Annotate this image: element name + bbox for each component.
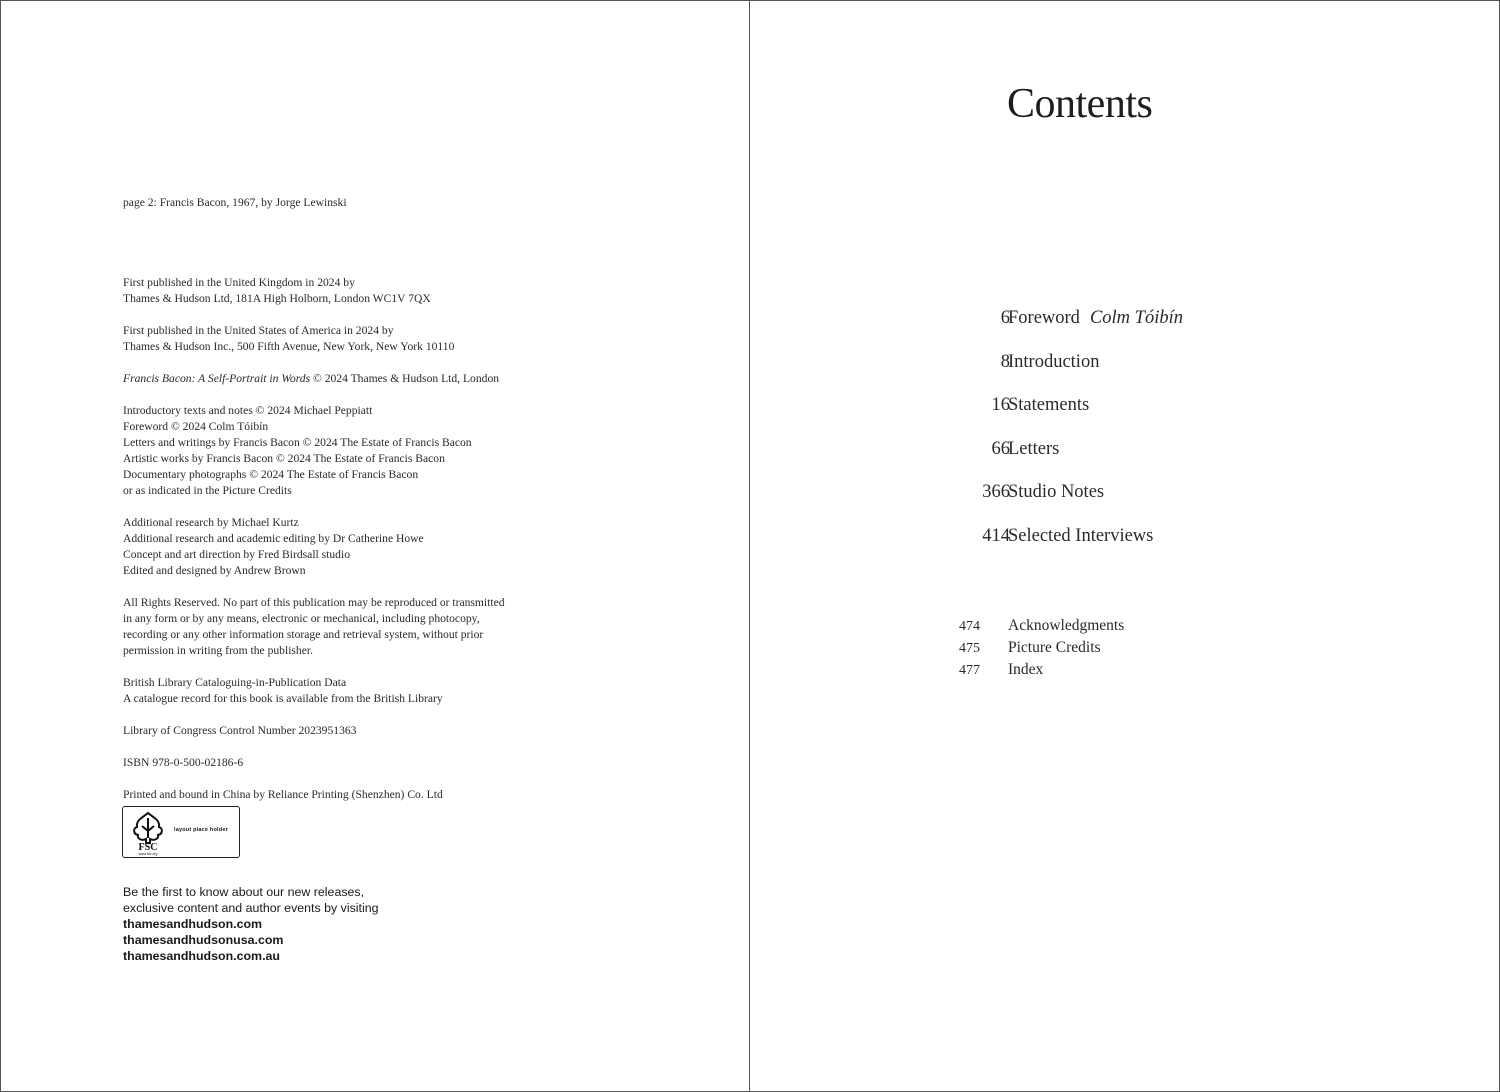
- toc-entry-title: Foreword: [1008, 308, 1080, 328]
- promo-line: exclusive content and author events by visiting: [123, 901, 379, 915]
- promo-url-uk[interactable]: thamesandhudson.com: [123, 917, 263, 931]
- promo-url-us[interactable]: thamesandhudsonusa.com: [123, 933, 284, 947]
- book-copyright-holder: © 2024 Thames & Hudson Ltd, London: [310, 372, 500, 385]
- toc-entry-title: Picture Credits: [1008, 639, 1101, 656]
- loc-number: Library of Congress Control Number 2023951363: [123, 724, 357, 737]
- fsc-placeholder-box: [122, 806, 240, 858]
- cip-line: British Library Cataloguing-in-Publication Data: [123, 676, 347, 689]
- toc-page-number: 16: [991, 395, 1010, 415]
- fsc-logo-label: FSC: [138, 842, 158, 853]
- rights-line: Foreword © 2024 Colm Tóibín: [123, 420, 269, 433]
- credits-block: [123, 515, 593, 579]
- toc-entry-picture-credits[interactable]: [930, 639, 1330, 661]
- uk-publication-line: Thames & Hudson Ltd, 181A High Holborn, London WC1V 7QX: [123, 292, 431, 305]
- toc-entry-title: Acknowledgments: [1008, 617, 1125, 634]
- toc-page-number: 6: [1000, 308, 1010, 328]
- printer-info: Printed and bound in China by Reliance Printing (Shenzhen) Co. Ltd: [123, 788, 443, 801]
- toc-entry-letters[interactable]: [930, 439, 1330, 483]
- contents-title: Contents: [1007, 81, 1153, 127]
- rights-line: Letters and writings by Francis Bacon © 2024 The Estate of Francis Bacon: [123, 436, 472, 449]
- toc-entry-title: Introduction: [1008, 351, 1100, 372]
- toc-entry-index[interactable]: [930, 661, 1330, 683]
- toc-entry-acknowledgments[interactable]: [930, 617, 1330, 639]
- toc-page-number: 477: [959, 663, 980, 678]
- imprint-page: [123, 195, 593, 819]
- uk-publication: [123, 275, 593, 307]
- rights-line: Artistic works by Francis Bacon © 2024 The Estate of Francis Bacon: [123, 452, 445, 465]
- toc-entry-studio-notes[interactable]: [930, 482, 1330, 526]
- all-rights-line: recording or any other information storage and retrieval system, without prior: [123, 628, 484, 641]
- book-title-italic: Francis Bacon: A Self-Portrait in Words: [123, 372, 311, 385]
- rights-line: Introductory texts and notes © 2024 Michael Peppiatt: [123, 404, 373, 417]
- page-gutter: [749, 0, 750, 1092]
- isbn: ISBN 978-0-500-02186-6: [123, 756, 244, 769]
- us-publication-line: Thames & Hudson Inc., 500 Fifth Avenue, New York, New York 10110: [123, 340, 455, 353]
- toc-page-number: 8: [1000, 351, 1010, 372]
- toc-page-number: 475: [959, 641, 980, 656]
- rights-line: Documentary photographs © 2024 The Estate of Francis Bacon: [123, 468, 419, 481]
- all-rights-reserved: [123, 595, 593, 659]
- frontispiece-caption: page 2: Francis Bacon, 1967, by Jorge Lewinski: [123, 196, 347, 209]
- toc-page-number: 66: [991, 438, 1010, 459]
- toc-entry-foreword[interactable]: [930, 308, 1330, 352]
- toc-entry-title: Statements: [1008, 395, 1090, 415]
- us-publication: [123, 323, 593, 355]
- fsc-placeholder-text: layout place holder: [174, 827, 228, 833]
- toc-entry-introduction[interactable]: [930, 352, 1330, 396]
- uk-publication-line: First published in the United Kingdom in 2024 by: [123, 276, 355, 289]
- toc-main-list: [930, 308, 1330, 569]
- all-rights-line: permission in writing from the publisher.: [123, 644, 313, 657]
- toc-entry-title: Index: [1008, 661, 1044, 678]
- book-copyright: [123, 371, 593, 387]
- toc-back-matter-list: [930, 617, 1330, 683]
- cip-line: A catalogue record for this book is available from the British Library: [123, 692, 443, 705]
- toc-entry-title: Selected Interviews: [1008, 525, 1154, 546]
- toc-page-number: 366: [982, 482, 1010, 502]
- credit-line: Edited and designed by Andrew Brown: [123, 564, 306, 577]
- promo-line: Be the first to know about our new releases,: [123, 885, 365, 899]
- toc-page-number: 474: [959, 619, 980, 634]
- us-publication-line: First published in the United States of America in 2024 by: [123, 324, 394, 337]
- cip-data: [123, 675, 593, 707]
- all-rights-line: All Rights Reserved. No part of this publication may be reproduced or transmitted: [123, 596, 505, 609]
- fsc-site-label: www.fsc.org: [138, 852, 158, 856]
- toc-page-number: 414: [982, 525, 1010, 546]
- credit-line: Additional research and academic editing by Dr Catherine Howe: [123, 532, 424, 545]
- fsc-tree-icon: [127, 810, 169, 856]
- rights-block: [123, 403, 593, 499]
- all-rights-line: in any form or by any means, electronic or mechanical, including photocopy,: [123, 612, 480, 625]
- toc-entry-title: Studio Notes: [1008, 482, 1105, 502]
- promo-block: [123, 884, 523, 964]
- credit-line: Additional research by Michael Kurtz: [123, 516, 299, 529]
- toc-entry-selected-interviews[interactable]: [930, 526, 1330, 570]
- credit-line: Concept and art direction by Fred Birdsall studio: [123, 548, 351, 561]
- toc-entry-author: Colm Tóibín: [1089, 308, 1183, 328]
- promo-url-au[interactable]: thamesandhudson.com.au: [123, 949, 280, 963]
- rights-line: or as indicated in the Picture Credits: [123, 484, 292, 497]
- toc-entry-statements[interactable]: [930, 395, 1330, 439]
- toc-entry-title: Letters: [1008, 438, 1060, 459]
